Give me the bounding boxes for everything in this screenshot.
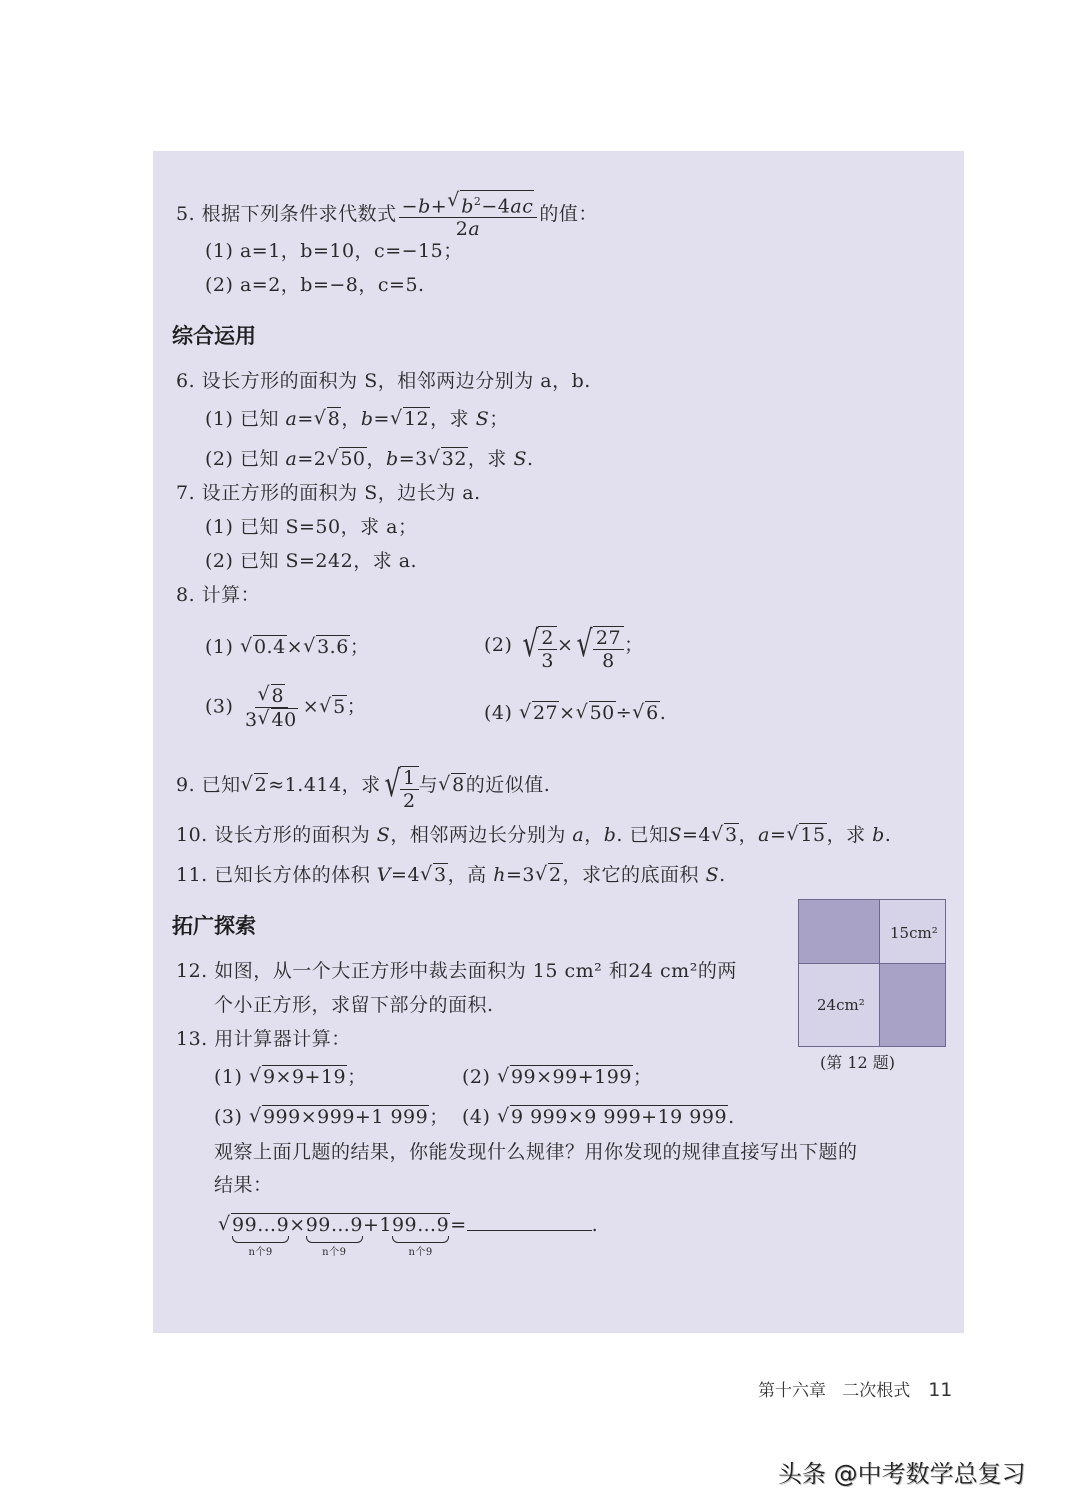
section-heading-comprehensive: 综合运用 — [172, 324, 256, 348]
question-5-part-1: (1) a=1，b=10，c=−15； — [205, 240, 463, 262]
figure-remaining-bottom-right — [880, 964, 945, 1046]
question-8-part-1: (1) √ 0.4× √ 3.6； — [205, 634, 369, 660]
question-12-line-1: 12. 如图，从一个大正方形中裁去面积为 15 cm² 和24 cm²的两 — [176, 960, 737, 982]
answer-blank[interactable] — [467, 1212, 592, 1231]
watermark-text: 头条 @中考数学总复习 — [778, 1460, 1026, 1488]
question-6-part-2: (2) 已知 a=2 √ 50，b=3 √ 32，求 S. — [205, 446, 534, 472]
section-heading-extension: 拓广探索 — [172, 914, 256, 938]
question-13-observe-line-2: 结果： — [214, 1174, 273, 1196]
question-13-final-expression: √ 99…9 n个9 ×99…9 n个9 +199…9 n个9 = . — [218, 1212, 598, 1238]
question-13-part-3: (3) √ 999×999+1 999； — [214, 1104, 449, 1130]
question-12-line-2: 个小正方形，求留下部分的面积. — [214, 994, 494, 1016]
page-footer — [758, 1376, 952, 1401]
question-7-part-1: (1) 已知 S=50，求 a； — [205, 516, 418, 538]
footer-chapter: 第十六章 — [758, 1381, 826, 1401]
question-13-part-4: (4) √ 9 999×9 999+19 999. — [462, 1104, 735, 1130]
figure-remaining-top-left — [799, 900, 880, 964]
figure-q12-squares — [798, 899, 946, 1047]
figure-caption: (第 12 题) — [820, 1053, 896, 1072]
page-number: 11 — [928, 1379, 953, 1401]
question-8-part-2: (2) √ $\frac{2}{3}$ × √ $\frac{27}{8}$ ； — [484, 624, 644, 672]
question-6: 6. 设长方形的面积为 S，相邻两边分别为 a，b. — [176, 370, 591, 392]
question-13-part-1: (1) √ 9×9+19； — [214, 1064, 367, 1090]
question-10: 10. 设长方形的面积为 S，相邻两边长分别为 a，b. 已知S=4 √ 3，a= √ 15，求 b. — [176, 822, 891, 848]
question-11: 11. 已知长方体的体积 V=4 √ 3，高 h=3 √ 2，求它的底面积 S. — [176, 862, 726, 888]
question-5-part-2: (2) a=2，b=−8，c=5. — [205, 274, 425, 296]
question-9: 9. 已知 √ 2≈1.414，求 √ $\frac{1}{2}$ 与 √ 8的近似值. — [176, 760, 550, 812]
footer-title: 二次根式 — [842, 1381, 911, 1401]
question-8-part-4: (4) √ 27× √ 50÷ √ 6. — [484, 700, 666, 726]
question-13: 13. 用计算器计算： — [176, 1028, 351, 1050]
figure-label-24: 24cm² — [817, 996, 865, 1014]
question-7: 7. 设正方形的面积为 S，边长为 a. — [176, 482, 481, 504]
figure-square-15 — [880, 900, 945, 964]
quadratic-formula: $\frac{-b+ √ b^2-4ac}{2a}$ — [399, 190, 538, 240]
question-13-part-2: (2) √ 99×99+199； — [462, 1064, 652, 1090]
question-13-observe-line-1: 观察上面几题的结果，你能发现什么规律？用你发现的规律直接写出下题的 — [214, 1141, 858, 1163]
figure-square-24 — [799, 964, 880, 1046]
figure-label-15: 15cm² — [890, 924, 938, 942]
question-8: 8. 计算： — [176, 584, 261, 606]
question-6-part-1: (1) 已知 a= √ 8，b= √ 12，求 S； — [205, 406, 509, 432]
question-5: 5. 根据下列条件求代数式 $\frac{-b+ √ b^2-4ac}{2a}$ 的值： — [176, 190, 598, 240]
question-7-part-2: (2) 已知 S=242，求 a. — [205, 550, 418, 572]
question-8-part-3: (3) √ $\frac{8}{3 √ 40}$ × √ 5； — [205, 684, 366, 731]
